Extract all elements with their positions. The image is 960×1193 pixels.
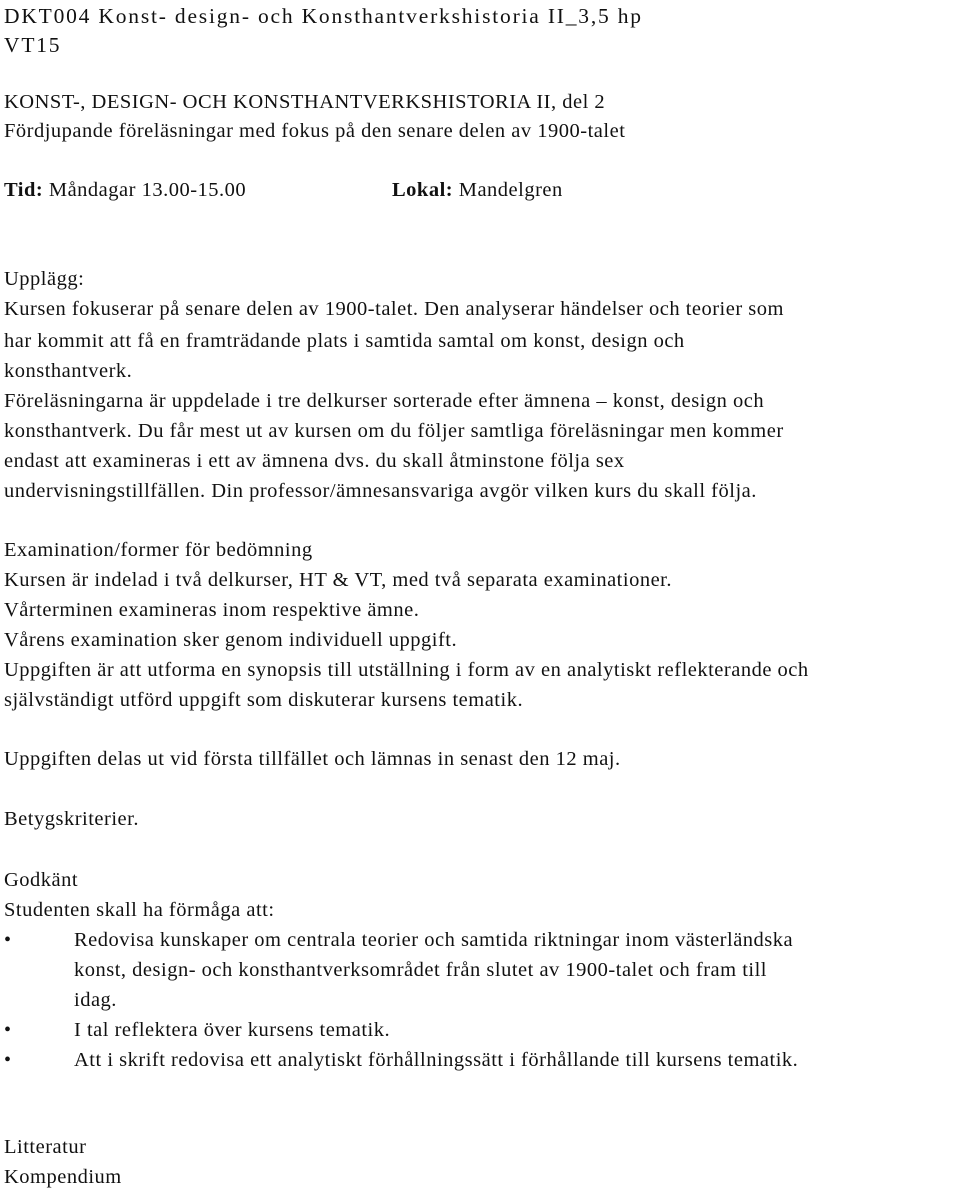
examination-line: Vårterminen examineras inom respektive ämne. [4, 599, 420, 621]
criteria-item-text: Att i skrift redovisa ett analytiskt förhållningssätt i förhållande till kursens tematik. [74, 1049, 799, 1071]
criteria-heading: Betygskriterier. [4, 808, 139, 830]
place-value: Mandelgren [458, 179, 563, 201]
literature-heading: Litteratur [4, 1136, 87, 1158]
place-label: Lokal: [392, 179, 454, 201]
bullet-icon: • [4, 1019, 12, 1041]
upplagg-line: endast att examineras i ett av ämnena dvs. du skall åtminstone följa sex [4, 450, 625, 472]
criteria-item-continuation: idag. [74, 989, 117, 1011]
upplagg-heading: Upplägg: [4, 268, 85, 290]
upplagg-line: konsthantverk. [4, 360, 133, 382]
criteria-intro: Studenten skall ha förmåga att: [4, 899, 275, 921]
criteria-item-text: I tal reflektera över kursens tematik. [74, 1019, 391, 1041]
upplagg-line: undervisningstillfällen. Din professor/ämnesansvariga avgör vilken kurs du skall följa. [4, 480, 757, 502]
time-label: Tid: [4, 179, 44, 201]
upplagg-line: har kommit att få en framträdande plats i samtida samtal om konst, design och [4, 330, 685, 352]
course-term: VT15 [4, 33, 62, 57]
course-title: DKT004 Konst- design- och Konsthantverkshistoria II_3,5 hp [4, 4, 643, 28]
examination-line: Kursen är indelad i två delkurser, HT & VT, med två separata examinationer. [4, 569, 672, 591]
time-value: Måndagar 13.00-15.00 [48, 179, 247, 201]
literature-item: Kompendium [4, 1166, 122, 1188]
bullet-icon: • [4, 1049, 12, 1071]
bullet-icon: • [4, 929, 12, 951]
examination-line: självständigt utförd uppgift som diskuterar kursens tematik. [4, 689, 524, 711]
course-subtitle: Fördjupande föreläsningar med fokus på den senare delen av 1900-talet [4, 120, 626, 142]
examination-line: Vårens examination sker genom individuell uppgift. [4, 629, 458, 651]
place-row [392, 176, 563, 205]
upplagg-line: konsthantverk. Du får mest ut av kursen om du följer samtliga föreläsningar men kommer [4, 420, 784, 442]
criteria-item-continuation: konst, design- och konsthantverksområdet från slutet av 1900-talet och fram till [74, 959, 767, 981]
grade-heading: Godkänt [4, 869, 79, 891]
time-row [4, 176, 246, 205]
deadline-text: Uppgiften delas ut vid första tillfället och lämnas in senast den 12 maj. [4, 748, 621, 770]
criteria-item-text: Redovisa kunskaper om centrala teorier och samtida riktningar inom västerländska [74, 929, 794, 951]
examination-heading: Examination/former för bedömning [4, 539, 313, 561]
upplagg-line: Kursen fokuserar på senare delen av 1900-talet. Den analyserar händelser och teorier som [4, 298, 784, 320]
course-name: KONST-, DESIGN- OCH KONSTHANTVERKSHISTORIA II, del 2 [4, 91, 606, 113]
examination-line: Uppgiften är att utforma en synopsis till utställning i form av en analytiskt reflekterande och [4, 659, 809, 681]
upplagg-line: Föreläsningarna är uppdelade i tre delkurser sorterade efter ämnena – konst, design och [4, 390, 765, 412]
